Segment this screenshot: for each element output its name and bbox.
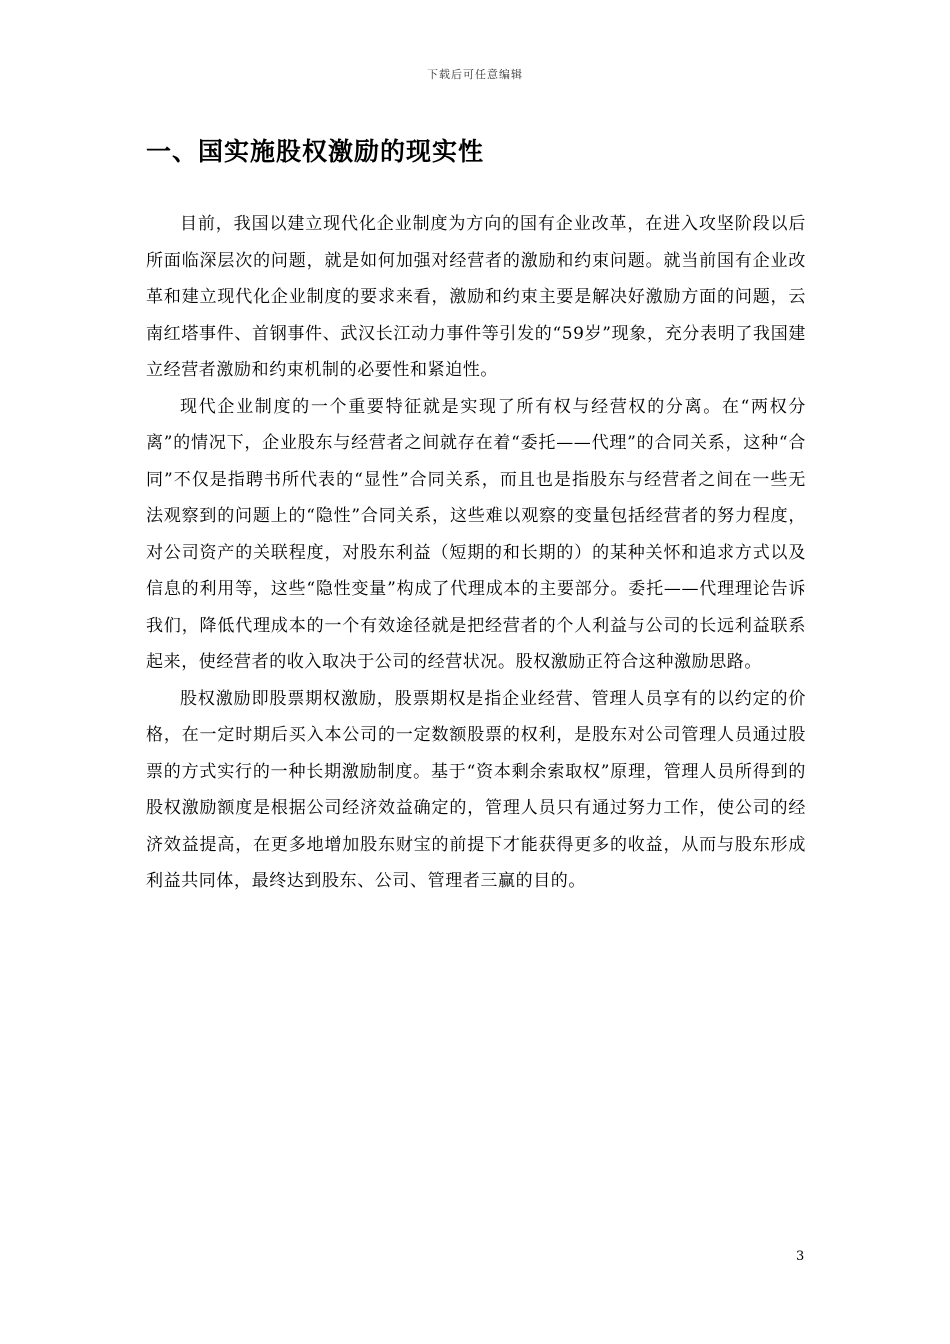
section-heading: 一、国实施股权激励的现实性 <box>146 137 485 166</box>
paragraph-2: 现代企业制度的一个重要特征就是实现了所有权与经营权的分离。在“两权分离”的情况下，企业股东与经营者之间就存在着“委托——代理”的合同关系，这种“合同”不仅是指聘书所代表的“显性”合同关系，而且也是指股东与经营者之间在一些无法观察到的问题上的“隐性”合同关系，这些难以观察的变量包括经营者的努力程度，对公司资产的关联程度，对股东利益（短期的和长期的）的某种关怀和追求方式以及信息的利用等，这些“隐性变量”构成了代理成本的主要部分。委托——代理理论告诉我们，降低代理成本的一个有效途径就是把经营者的个人利益与公司的长远利益联系起来，使经营者的收入取决于公司的经营状况。股权激励正符合这种激励思路。 <box>146 396 806 672</box>
paragraph-1: 目前，我国以建立现代化企业制度为方向的国有企业改革，在进入攻坚阶段以后所面临深层次的问题，就是如何加强对经营者的激励和约束问题。就当前国有企业改革和建立现代化企业制度的要求来看，激励和约束主要是解决好激励方面的问题，云南红塔事件、首钢事件、武汉长江动力事件等引发的“59岁”现象，充分表明了我国建立经营者激励和约束机制的必要性和紧迫性。 <box>146 214 806 380</box>
header-note: 下载后可任意编辑 <box>427 68 523 81</box>
page-number: 3 <box>796 1249 805 1264</box>
body-text <box>146 206 806 900</box>
paragraph-3: 股权激励即股票期权激励，股票期权是指企业经营、管理人员享有的以约定的价格，在一定时期后买入本公司的一定数额股票的权利，是股东对公司管理人员通过股票的方式实行的一种长期激励制度。基于“资本剩余索取权”原理，管理人员所得到的股权激励额度是根据公司经济效益确定的，管理人员只有通过努力工作，使公司的经济效益提高，在更多地增加股东财宝的前提下才能获得更多的收益，从而与股东形成利益共同体，最终达到股东、公司、管理者三赢的目的。 <box>146 688 806 891</box>
